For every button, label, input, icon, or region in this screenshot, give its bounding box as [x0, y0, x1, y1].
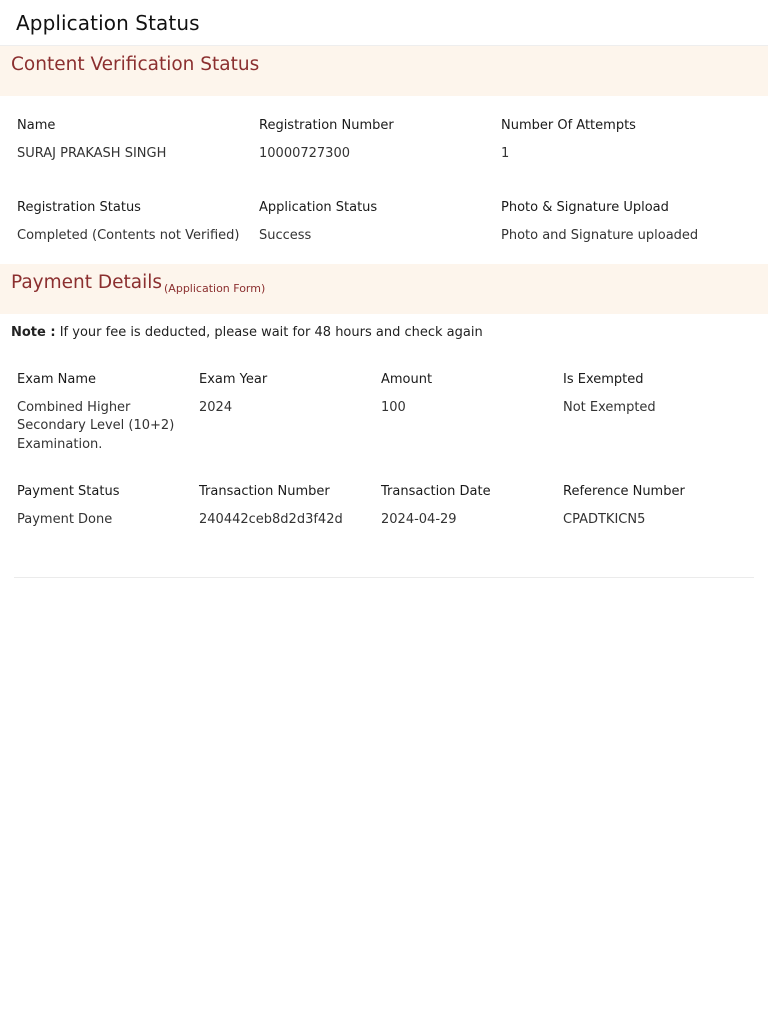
field-value: 2024-04-29 — [381, 512, 457, 527]
field-exam-name — [17, 371, 199, 455]
section-title: Payment Details — [11, 271, 163, 293]
field-amount — [381, 371, 563, 455]
field-label: Photo & Signature Upload — [501, 199, 669, 215]
field-label: Reference Number — [563, 484, 685, 499]
field-name — [17, 117, 259, 164]
page-title: Application Status — [16, 11, 200, 35]
info-row — [0, 164, 768, 243]
field-number-of-attempts — [501, 117, 751, 164]
section-subtitle: (Application Form) — [164, 281, 266, 295]
field-transaction-date — [381, 483, 563, 530]
field-label: Transaction Number — [199, 484, 330, 499]
field-label: Name — [17, 118, 56, 133]
section-header — [0, 264, 768, 314]
field-transaction-number — [199, 483, 381, 530]
field-value: Combined Higher Secondary Level (10+2) Examination. — [17, 399, 175, 452]
field-registration-status — [17, 199, 259, 246]
field-value: Not Exempted — [563, 399, 656, 415]
page-header — [0, 0, 768, 46]
field-label: Registration Number — [259, 118, 394, 133]
field-reference-number — [563, 483, 751, 530]
field-payment-status — [17, 483, 199, 530]
field-label: Exam Name — [17, 371, 97, 387]
field-value: CPADTKICN5 — [563, 512, 646, 527]
field-label: Transaction Date — [381, 484, 491, 499]
field-exam-year — [199, 371, 381, 455]
content-verification-section — [0, 46, 768, 243]
note-text: If your fee is deducted, please wait for 48 hours and check again — [55, 324, 483, 340]
field-value: Success — [259, 227, 312, 243]
field-label: Payment Status — [17, 484, 120, 499]
field-value: Completed (Contents not Verified) — [17, 227, 240, 243]
section-divider — [14, 577, 754, 578]
field-value: 10000727300 — [259, 146, 350, 161]
field-label: Is Exempted — [563, 371, 644, 387]
field-label: Amount — [381, 371, 433, 387]
field-label: Application Status — [259, 199, 378, 215]
field-value: SURAJ PRAKASH SINGH — [17, 146, 167, 161]
field-photo-signature-upload — [501, 199, 751, 246]
field-value: 240442ceb8d2d3f42d — [199, 512, 343, 527]
field-registration-number — [259, 117, 501, 164]
field-value: Photo and Signature uploaded — [501, 227, 699, 243]
field-value: Payment Done — [17, 512, 113, 527]
fee-note — [0, 314, 768, 350]
payment-details-section — [0, 264, 768, 578]
field-label: Exam Year — [199, 371, 268, 387]
field-value: 100 — [381, 399, 406, 415]
section-title: Content Verification Status — [11, 54, 260, 75]
field-is-exempted — [563, 371, 751, 455]
info-row — [0, 96, 768, 164]
info-row — [0, 350, 768, 455]
field-value: 1 — [501, 146, 510, 161]
section-header — [0, 46, 768, 96]
info-row — [0, 454, 768, 530]
field-label: Number Of Attempts — [501, 118, 636, 133]
field-value: 2024 — [199, 399, 233, 415]
field-label: Registration Status — [17, 199, 141, 215]
note-label: Note : — [11, 324, 56, 340]
field-application-status — [259, 199, 501, 246]
